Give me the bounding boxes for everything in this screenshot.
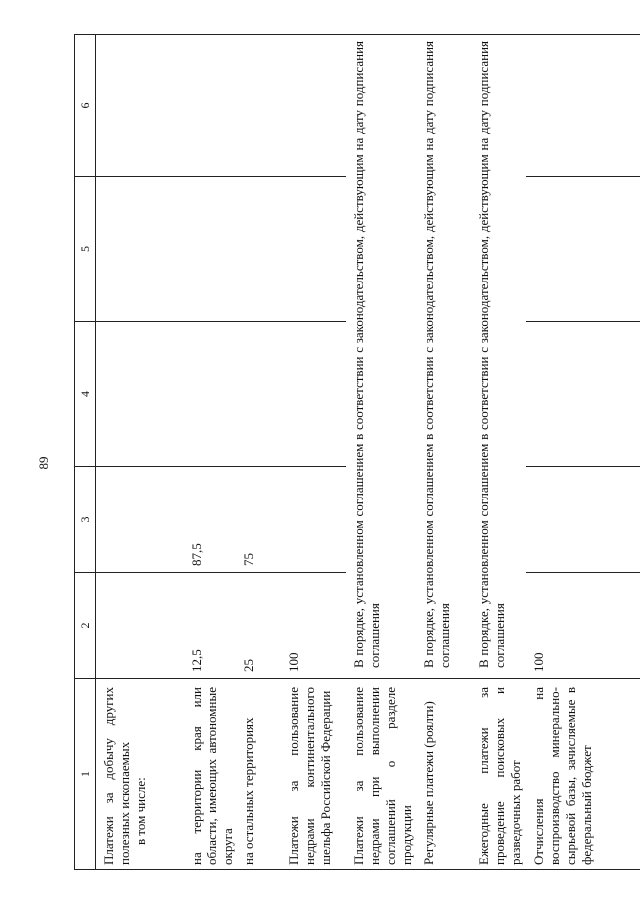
column-header-4: 4 [75,322,96,467]
agreement-note: В порядке, установленном соглашением в соответствии с законодательством, действующим на дату подписания соглашения [346,35,416,679]
column-header-3: 3 [75,467,96,573]
row-label: Платежи за добычу других полезных ископаемых [101,687,132,865]
header-row [75,35,96,870]
table-row [416,35,471,870]
rotated-table-wrapper [74,35,640,870]
row-label: Платежи за пользование недрами континентального шельфа Российской Федерации [281,679,346,870]
row-label: Отчисления на воспроизводство минерально-сырьевой базы, зачисляемые в федеральный бюджет [526,679,640,870]
row-label: Ежегодные платежи за проведение поисковых и разведочных работ [471,679,526,870]
page-number: 89 [36,456,51,470]
agreement-note: В порядке, установленном соглашением в соответствии с законодательством, действующим на дату подписания соглашения [471,35,526,679]
value-col2: 25 [236,573,281,679]
table-row [281,35,346,870]
value-col2: 12,5 [184,573,237,679]
row-label: на остальных территориях [236,679,281,870]
table-row [526,35,640,870]
value-col3: 75 [236,467,281,573]
value-col2: 100 [526,573,640,679]
table-row [346,35,416,870]
column-header-1: 1 [75,679,96,870]
agreement-note: В порядке, установленном соглашением в соответствии с законодательством, действующим на дату подписания соглашения [416,35,471,679]
value-col2: 100 [281,573,346,679]
column-header-5: 5 [75,177,96,322]
row-label-cell [96,679,184,870]
row-label: на территории края или области, имеющих автономные округа [184,679,237,870]
table-row [471,35,526,870]
row-label: Регулярные платежи (роялти) [416,679,471,870]
table-row [184,35,237,870]
column-header-2: 2 [75,573,96,679]
table-row [236,35,281,870]
budget-distribution-table [74,34,640,870]
row-sublabel: в том числе: [132,777,148,845]
column-header-6: 6 [75,35,96,177]
row-label: Платежи за пользование недрами при выполнении соглашений о разделе продукции [346,679,416,870]
value-col3: 87,5 [184,467,237,573]
table-row [96,35,184,870]
